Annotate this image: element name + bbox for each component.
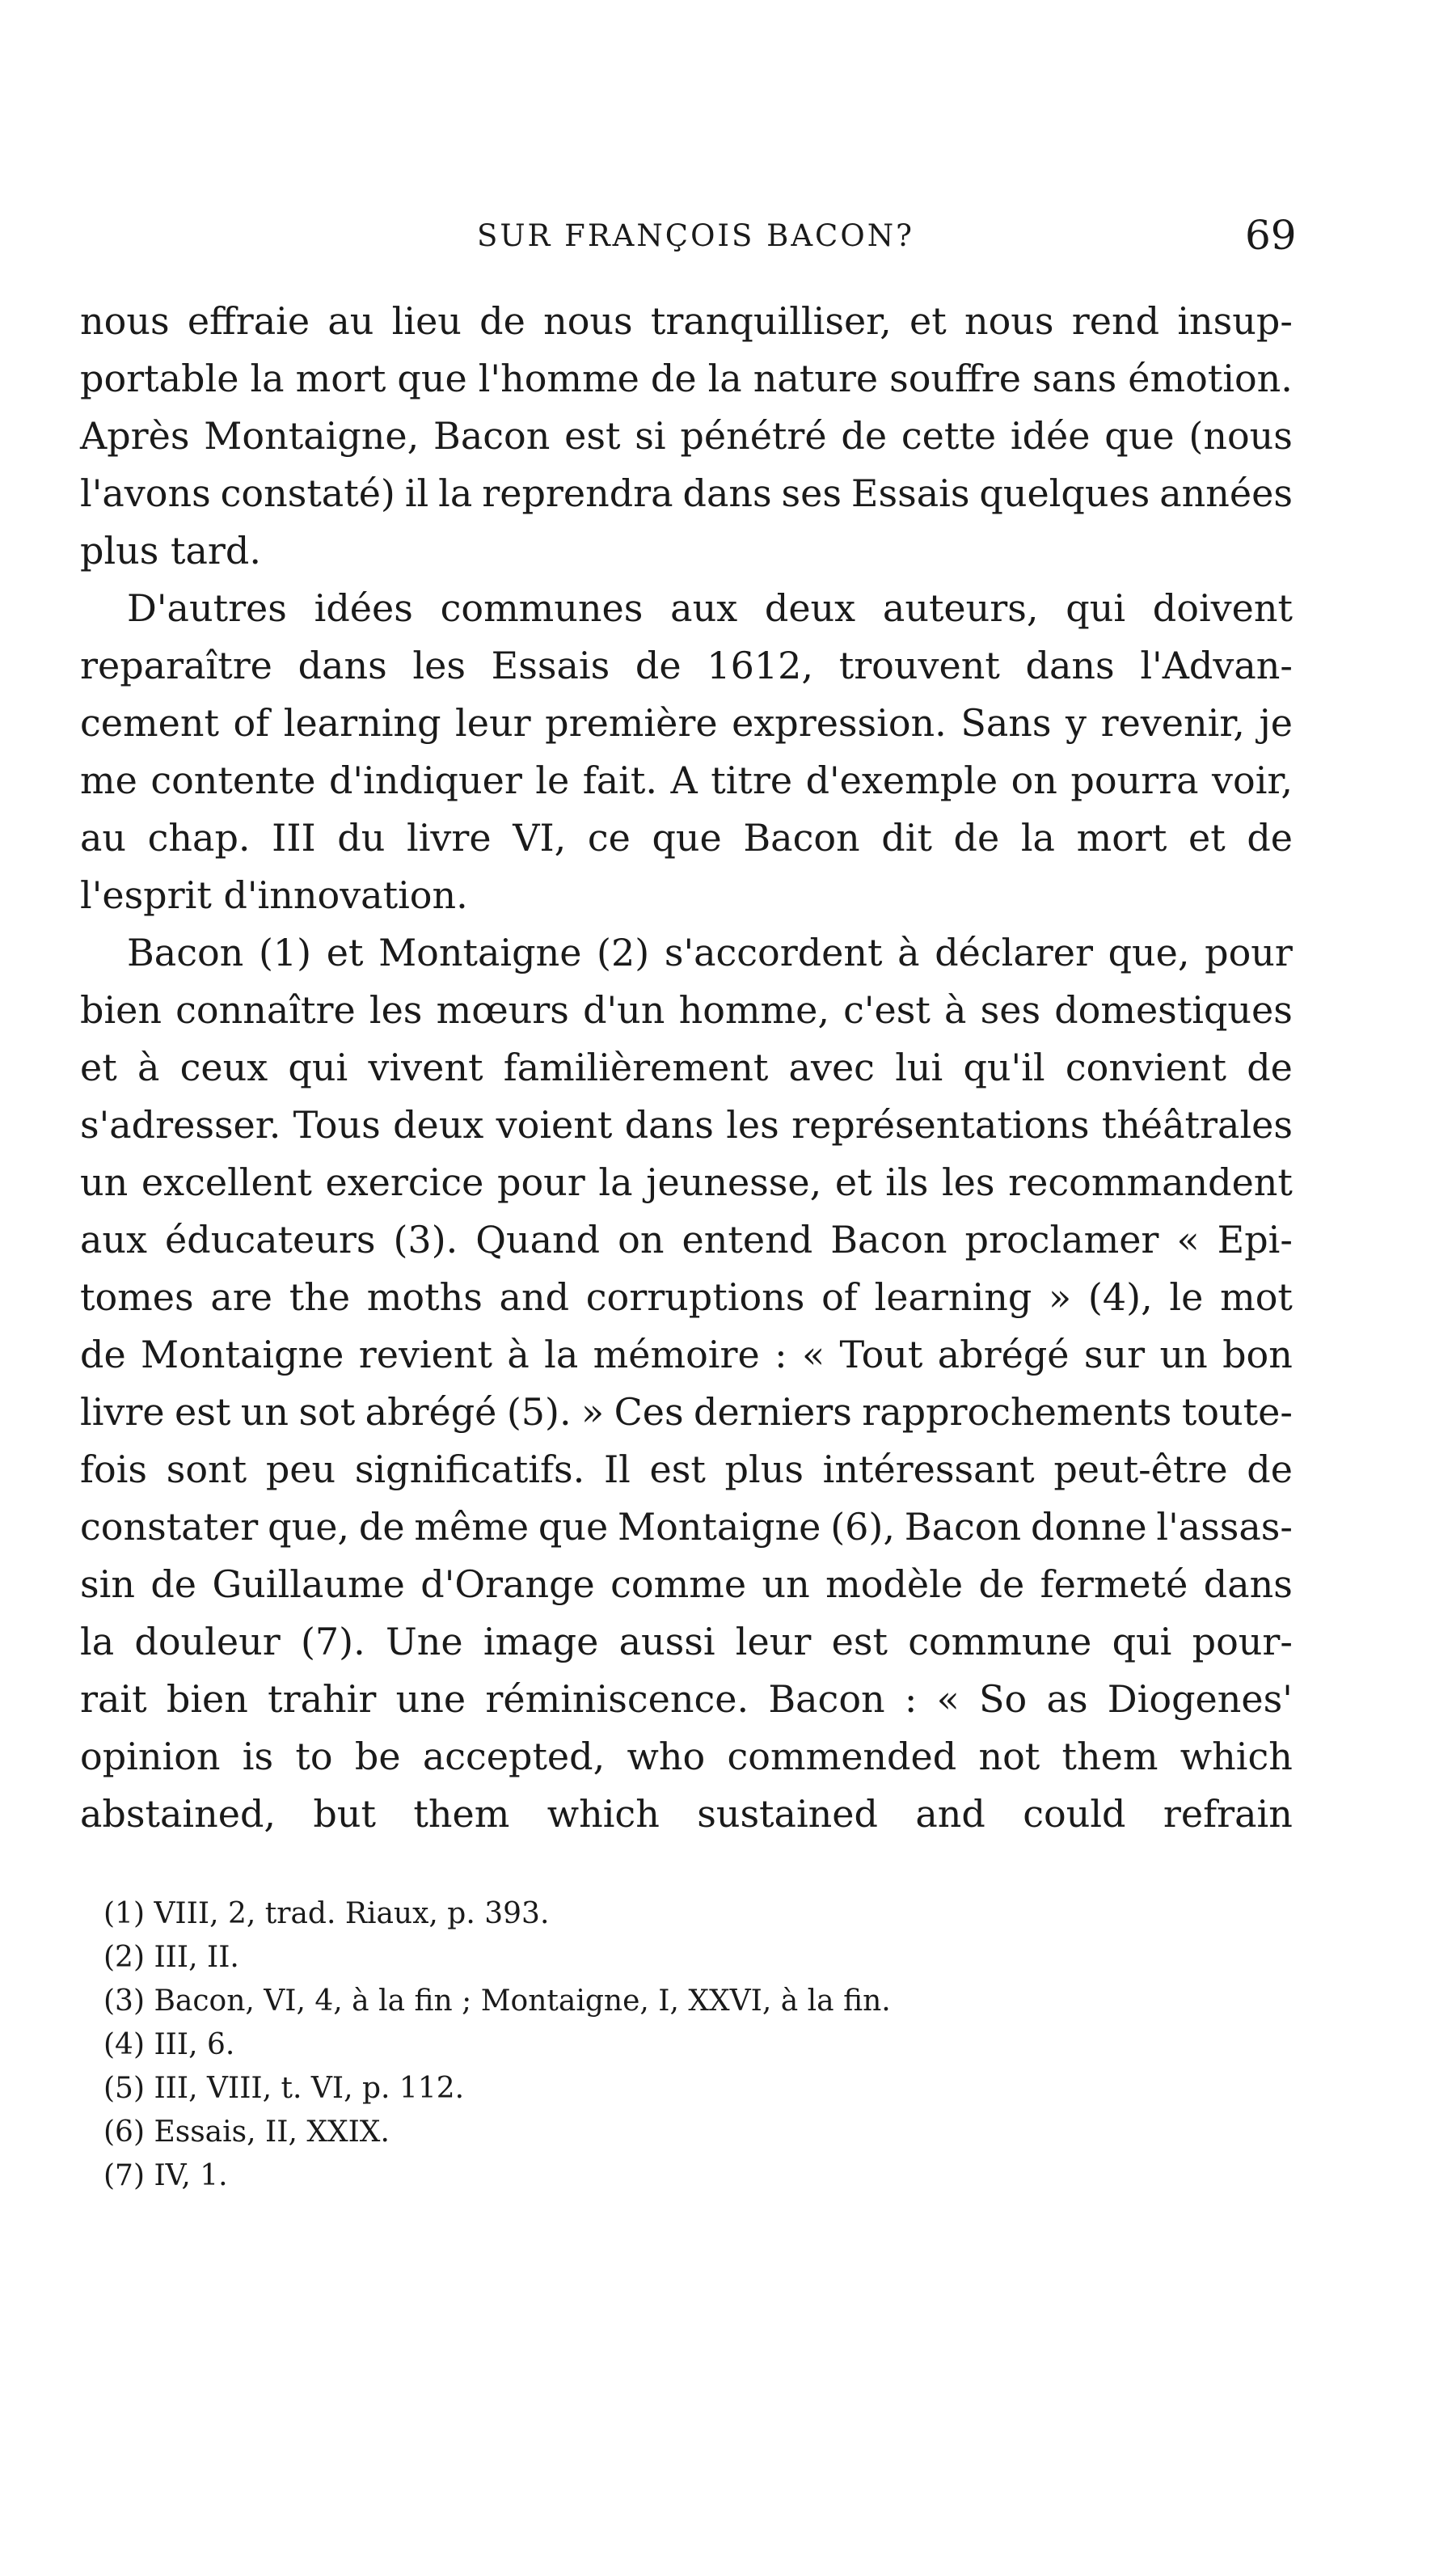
text-line: s'adresser. Tous deux voient dans les représentations théâtrales [80,1103,1293,1147]
footnote: (5) III, VIII, t. VI, p. 112. [103,2072,465,2105]
text-line: l'esprit d'innovation. [80,873,468,917]
text-line: au chap. III du livre VI, ce que Bacon dit de la mort et de [80,816,1293,860]
text-line: l'avons constaté) il la reprendra dans ses Essais quelques années [80,471,1293,515]
running-title: SUR FRANÇOIS BACON? [477,218,914,253]
footnote: (4) III, 6. [103,2028,235,2061]
text-line: de Montaigne revient à la mémoire : « Tout abrégé sur un bon [80,1333,1293,1376]
footnote: (6) Essais, II, XXIX. [103,2115,390,2149]
text-line: sin de Guillaume d'Orange comme un modèle de fermeté dans [80,1562,1293,1606]
text-line: un excellent exercice pour la jeunesse, et ils les recommandent [80,1160,1293,1204]
footnote: (1) VIII, 2, trad. Riaux, p. 393. [103,1897,550,1930]
text-line: fois sont peu significatifs. Il est plus intéressant peut-être de [80,1448,1293,1491]
text-line: nous effraie au lieu de nous tranquilliser, et nous rend insup- [80,299,1293,343]
footnotes [103,1892,1154,2198]
text-line: Après Montaigne, Bacon est si pénétré de cette idée que (nous [80,414,1293,458]
body-text [80,293,1293,1843]
page-number: 69 [1245,212,1297,259]
text-line: me contente d'indiquer le fait. A titre d'exemple on pourra voir, [80,759,1293,802]
text-line: plus tard. [80,529,261,573]
running-head [0,212,1456,260]
text-line: portable la mort que l'homme de la nature souffre sans émotion. [80,357,1293,400]
text-line: D'autres idées communes aux deux auteurs, qui doivent [127,586,1293,630]
text-line: livre est un sot abrégé (5). » Ces derniers rapprochements toute- [80,1390,1293,1434]
text-line: rait bien trahir une réminiscence. Bacon : « So as Diogenes' [80,1677,1293,1721]
text-line: cement of learning leur première expression. Sans y revenir, je [80,701,1293,745]
text-line: tomes are the moths and corruptions of learning » (4), le mot [80,1275,1293,1319]
text-line: abstained, but them which sustained and could refrain [80,1792,1293,1836]
text-line: et à ceux qui vivent familièrement avec lui qu'il convient de [80,1046,1293,1089]
text-line: Bacon (1) et Montaigne (2) s'accordent à déclarer que, pour [127,931,1293,974]
text-line: bien connaître les mœurs d'un homme, c'est à ses domestiques [80,988,1293,1032]
text-line: la douleur (7). Une image aussi leur est commune qui pour- [80,1620,1293,1663]
text-line: opinion is to be accepted, who commended not them which [80,1735,1293,1778]
footnote: (3) Bacon, VI, 4, à la fin ; Montaigne, I, XXVI, à la fin. [103,1984,891,2018]
text-line: aux éducateurs (3). Quand on entend Bacon proclamer « Epi- [80,1218,1293,1262]
footnote: (7) IV, 1. [103,2159,228,2192]
text-line: constater que, de même que Montaigne (6), Bacon donne l'assas- [80,1505,1293,1549]
text-line: reparaître dans les Essais de 1612, trouvent dans l'Advan- [80,644,1293,687]
footnote: (2) III, II. [103,1941,239,1974]
